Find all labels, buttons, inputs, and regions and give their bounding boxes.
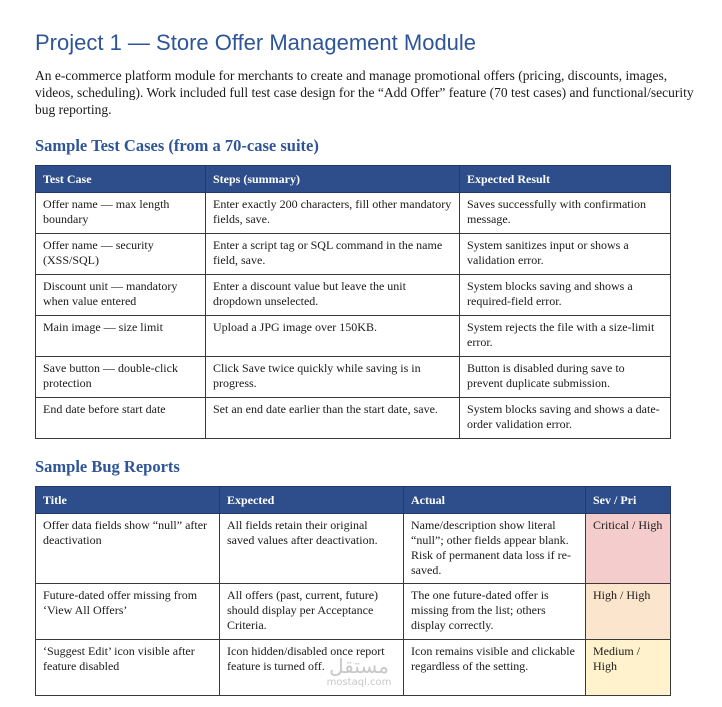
table-row [36,514,671,584]
table-cell: Button is disabled during save to prevent duplicate submission. [460,357,671,398]
intro-paragraph: An e-commerce platform module for merchants to create and manage promotional offers (pricing, discounts, images, videos, scheduling). Work included full test case design for the “Add Offer” feature (70 test cases) and functional/security bug reporting. [35,68,694,117]
table-cell: Discount unit — mandatory when value entered [36,275,206,316]
severity-cell: High / High [586,584,671,640]
table-row [36,357,671,398]
table-cell: Set an end date earlier than the start date, save. [206,398,460,439]
table-cell: Enter exactly 200 characters, fill other mandatory fields, save. [206,193,460,234]
page-title: Project 1 — Store Offer Management Module [35,30,477,55]
table-row [36,234,671,275]
bug-reports-heading: Sample Bug Reports [35,457,180,476]
table-cell: Offer name — security (XSS/SQL) [36,234,206,275]
table-row [36,584,671,640]
table-header-row [36,166,671,193]
column-header: Test Case [36,166,206,193]
table-cell: End date before start date [36,398,206,439]
table-cell: Future-dated offer missing from ‘View All Offers’ [36,584,220,640]
table-cell: System rejects the file with a size-limit error. [460,316,671,357]
table-row [36,275,671,316]
table-cell: Offer data fields show “null” after deactivation [36,514,220,584]
table-cell: All offers (past, current, future) should display per Acceptance Criteria. [220,584,404,640]
severity-cell: Medium / High [586,640,671,696]
severity-cell: Critical / High [586,514,671,584]
column-header: Title [36,487,220,514]
table-cell: Enter a discount value but leave the unit dropdown unselected. [206,275,460,316]
column-header: Steps (summary) [206,166,460,193]
watermark-logo-text: مستقل [329,654,389,678]
table-cell: Click Save twice quickly while saving is in progress. [206,357,460,398]
watermark-logo [314,655,404,695]
table-cell: System blocks saving and shows a date-order validation error. [460,398,671,439]
table-cell: Icon hidden/disabled once report feature is turned off. [220,640,404,696]
table-cell: Icon remains visible and clickable regardless of the setting. [404,640,586,696]
table-row [36,316,671,357]
table-cell: Offer name — max length boundary [36,193,206,234]
column-header: Expected [220,487,404,514]
table-cell: All fields retain their original saved values after deactivation. [220,514,404,584]
table-cell: Main image — size limit [36,316,206,357]
table-cell: System blocks saving and shows a required-field error. [460,275,671,316]
table-cell: Upload a JPG image over 150KB. [206,316,460,357]
table-cell: The one future-dated offer is missing from the list; others display correctly. [404,584,586,640]
table-cell: Name/description show literal “null”; other fields appear blank. Risk of permanent data loss if re-saved. [404,514,586,584]
column-header: Expected Result [460,166,671,193]
table-header-row [36,487,671,514]
table-cell: Enter a script tag or SQL command in the name field, save. [206,234,460,275]
table-cell: System sanitizes input or shows a validation error. [460,234,671,275]
table-cell: ‘Suggest Edit’ icon visible after feature disabled [36,640,220,696]
column-header: Actual [404,487,586,514]
test-cases-table [35,165,671,439]
table-row [36,398,671,439]
table-row [36,193,671,234]
table-cell: Saves successfully with confirmation message. [460,193,671,234]
test-cases-heading: Sample Test Cases (from a 70-case suite) [35,136,319,155]
table-cell: Save button — double-click protection [36,357,206,398]
column-header: Sev / Pri [586,487,671,514]
watermark-site-text: mostaql.com [326,677,392,688]
